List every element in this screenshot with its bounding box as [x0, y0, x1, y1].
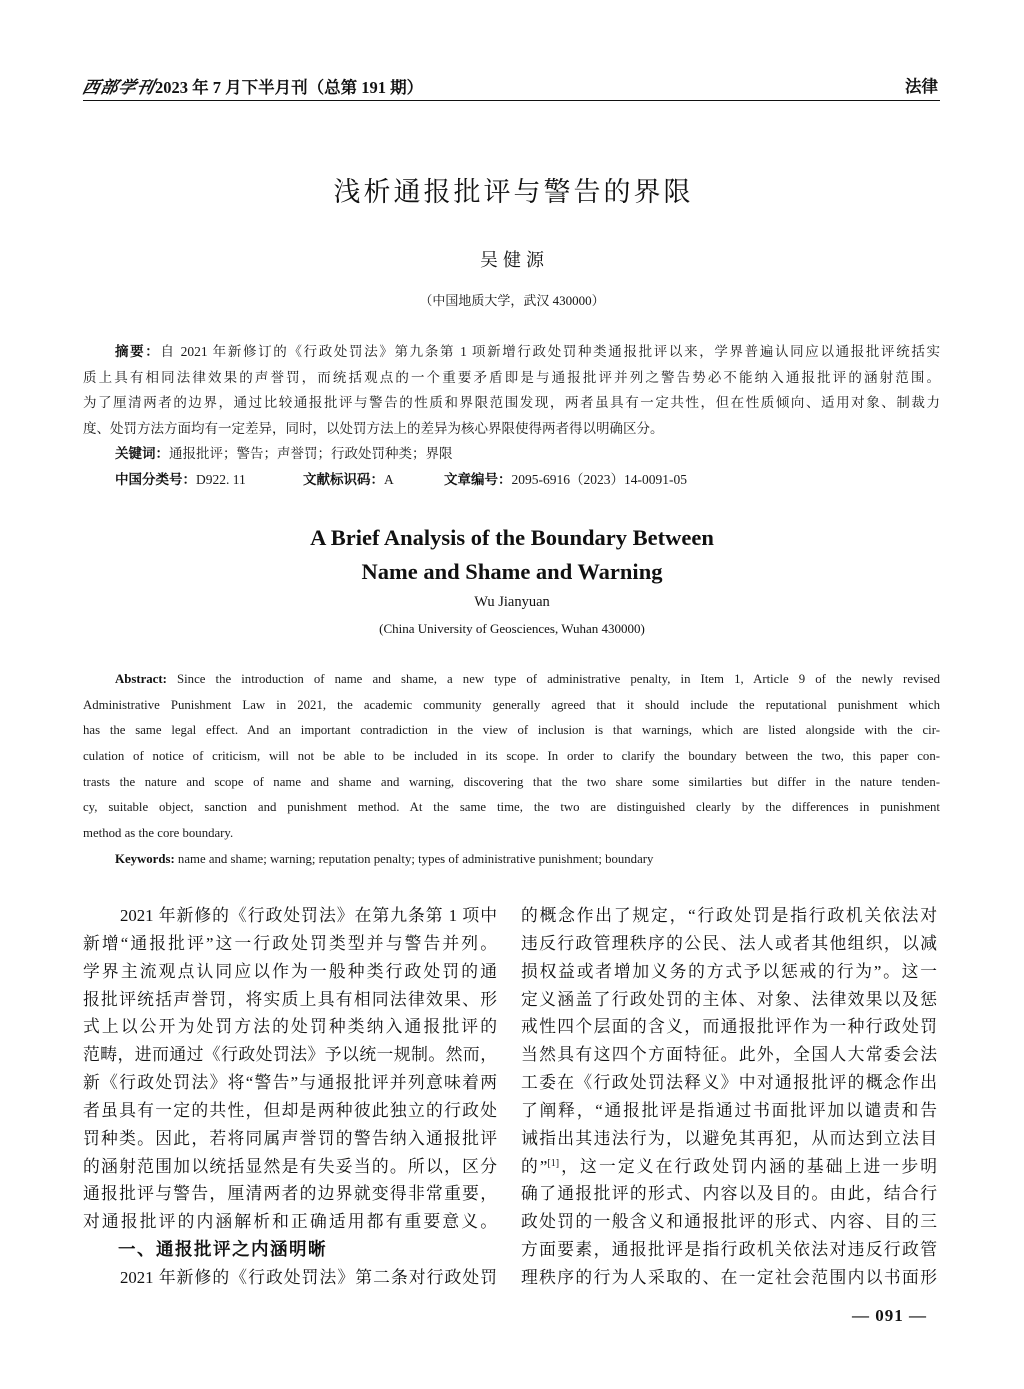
citation-line-before: 的” [521, 1156, 548, 1176]
header-divider [83, 100, 940, 101]
citation-reference: [1] [547, 1157, 560, 1169]
classification-number [115, 467, 246, 493]
body-line: 2021 年新修的《行政处罚法》第二条对行政处罚 [120, 1267, 497, 1287]
issue-info: 2023 年 7 月下半月刊（总第 191 期） [155, 78, 424, 97]
title-en-line: A Brief Analysis of the Boundary Between [310, 525, 714, 550]
title-en-line: Name and Shame and Warning [361, 559, 663, 584]
citation-line-after: ，这一定义在行政处罚内涵的基础上进一步明 [559, 1156, 937, 1176]
article-title-en [0, 521, 1024, 589]
document-code [303, 467, 394, 493]
section-label: 法律 [905, 78, 938, 96]
affiliation-cn: （中国地质大学，武汉 430000） [419, 293, 605, 308]
keywords-cn-label: 关键词： [115, 446, 169, 461]
article-number-value: 2095-6916（2023）14-0091-05 [511, 471, 687, 487]
keywords-en [83, 847, 940, 873]
keywords-cn-text: 通报批评；警告；声誉罚；行政处罚种类；界限 [169, 446, 453, 461]
body-line: 政处罚的一般含义和通报批评的形式、内容、目的三 [521, 1212, 937, 1232]
abstract-en-label: Abstract: [115, 672, 167, 686]
abstract-en-line [83, 667, 940, 693]
body-line: 的涵射范围加以统括显然是有失妥当的。所以，区分 [83, 1156, 497, 1176]
body-line: 罚种类。因此，若将同属声誉罚的警告纳入通报批评 [83, 1128, 497, 1148]
abstract-en-text: Since the introduction of name and shame, a new type of administrative penalty, in Item 1, Article 9 of the newly revised [177, 672, 940, 686]
body-line: 了阐释，“通报批评是指通过书面批评加以谴责和告 [521, 1100, 937, 1120]
body-line: 者虽具有一定的共性，但却是两种彼此独立的行政处 [83, 1100, 497, 1120]
article-number-label: 文章编号： [444, 471, 512, 487]
body-line-with-citation [521, 1153, 937, 1181]
abstract-en-line: culation of notice of criticism, will not be able to be included in its scope. In order to clarify the boundary between the two, this paper con- [83, 749, 940, 764]
abstract-en-line: Administrative Punishment Law in 2021, the academic community generally agreed that it should include the reputational punishment which [83, 697, 940, 712]
abstract-cn-line: 质上具有相同法律效果的声誉罚，而统括观点的一个重要矛盾即是与通报批评并列之警告势必不能纳入通报批评的涵射范围。 [83, 369, 940, 385]
abstract-cn-line [83, 339, 940, 365]
body-left-column [83, 902, 497, 1292]
body-line: 理秩序的行为人采取的、在一定社会范围内以书面形 [521, 1267, 937, 1287]
body-line: 范畴，进而通过《行政处罚法》予以统一规制。然而， [83, 1045, 497, 1065]
article-number [444, 467, 687, 493]
body-line: 戒性四个层面的含义，而通报批评作为一种行政处罚 [521, 1017, 937, 1037]
article-info [83, 467, 940, 493]
body-line: 新增“通报批评”这一行政处罚类型并与警告并列。 [83, 933, 497, 953]
body-line: 式上以公开为处罚方法的处罚种类纳入通报批评的 [83, 1017, 497, 1037]
classification-label: 中国分类号： [115, 471, 196, 487]
abstract-cn-label: 摘要： [115, 344, 161, 359]
abstract-en-line: cy, suitable object, sanction and punishment method. At the same time, the two are distinguished clearly by the differences in punishment [83, 800, 940, 815]
body-line: 工委在《行政处罚法释义》中对通报批评的概念作出 [521, 1073, 937, 1093]
body-line: 的概念作出了规定，“行政处罚是指行政机关依法对 [521, 906, 937, 925]
article-title-cn: 浅析通报批评与警告的界限 [333, 177, 694, 207]
body-line: 违反行政管理秩序的公民、法人或者其他组织，以减 [521, 933, 937, 953]
journal-logo: 西部学刊 [80, 78, 157, 97]
keywords-en-text: name and shame; warning; reputation penalty; types of administrative punishment; boundary [177, 851, 654, 866]
body-line: 诫指出其违法行为，以避免其再犯，从而达到立法目 [521, 1128, 937, 1148]
body-line: 定义涵盖了行政处罚的主体、对象、法律效果以及惩 [521, 989, 937, 1009]
body-line: 2021 年新修的《行政处罚法》在第九条第 1 项中 [120, 906, 497, 925]
body-line: 当然具有这四个方面特征。此外，全国人大常委会法 [521, 1045, 937, 1065]
keywords-cn [83, 441, 940, 467]
document-code-value: A [384, 471, 394, 487]
section-heading: 一、通报批评之内涵明晰 [118, 1239, 327, 1260]
body-line: 新《行政处罚法》将“警告”与通报批评并列意味着两 [83, 1073, 497, 1093]
body-line: 通报批评与警告，厘清两者的边界就变得非常重要， [83, 1184, 497, 1204]
abstract-cn-line: 度、处罚方法方面均有一定差异，同时，以处罚方法上的差异为核心界限使得两者得以明确区分。 [83, 420, 664, 436]
abstract-cn-line: 为了厘清两者的边界，通过比较通报批评与警告的性质和界限范围发现，两者虽具有一定共性，但在性质倾向、适用对象、制裁力 [83, 395, 940, 410]
abstract-en-line: method as the core boundary. [83, 826, 234, 841]
body-line: 方面要素，通报批评是指行政机关依法对违反行政管 [521, 1240, 937, 1260]
body-right-column [521, 902, 937, 1292]
document-code-label: 文献标识码： [303, 471, 384, 487]
author-name-en: Wu Jianyuan [474, 594, 550, 610]
body-line: 报批评统括声誉罚，将实质上具有相同法律效果、形 [83, 989, 497, 1009]
abstract-en-line: trasts the nature and scope of name and shame and warning, discovering that the two share some similarties but differ in the nature tenden- [83, 774, 940, 789]
body-line: 对通报批评的内涵解析和正确适用都有重要意义。 [83, 1212, 497, 1232]
abstract-en [83, 667, 940, 873]
abstract-cn-text: 自 2021 年新修订的《行政处罚法》第九条第 1 项新增行政处罚种类通报批评以来，学界普遍认同应以通报批评统括实 [160, 344, 940, 359]
affiliation-en: (China University of Geosciences, Wuhan 430000) [379, 621, 645, 636]
keywords-en-label: Keywords: [115, 851, 175, 866]
body-line: 损权益或者增加义务的方式予以惩戒的行为”。这一 [521, 961, 937, 981]
body-line: 确了通报批评的形式、内容以及目的。由此，结合行 [521, 1184, 937, 1204]
abstract-en-line: has the same legal effect. And an important contradiction in the view of inclusion is that warnings, which are listed alongside with the cir- [83, 723, 940, 738]
body-line: 学界主流观点认同应以作为一般种类行政处罚的通 [83, 961, 497, 981]
classification-value: D922. 11 [196, 471, 246, 487]
abstract-cn [83, 339, 940, 492]
running-header-left [80, 73, 424, 97]
author-name-cn: 吴健源 [480, 250, 549, 270]
page-number: — 091 — [852, 1306, 927, 1325]
